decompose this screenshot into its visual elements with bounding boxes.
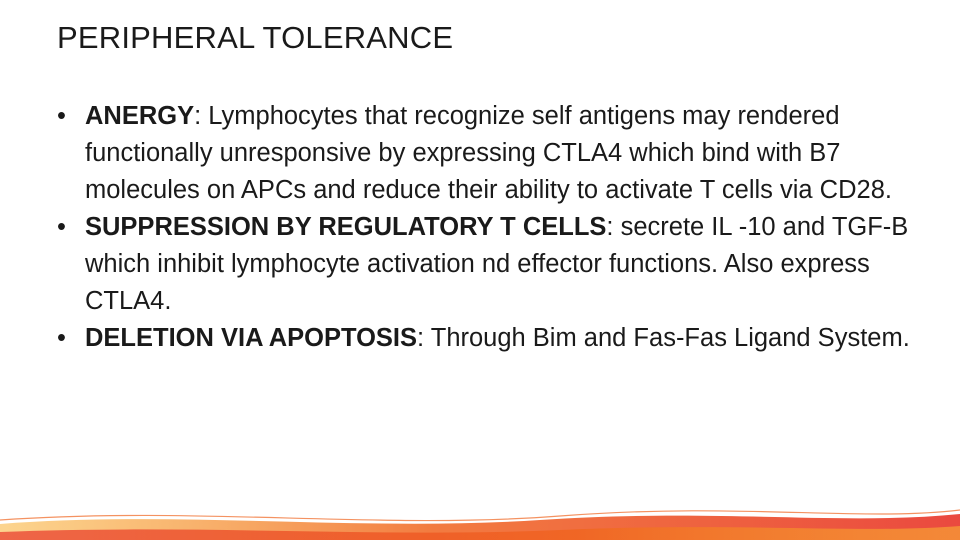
- bullet-marker: •: [57, 213, 66, 241]
- wave-line: [0, 510, 960, 521]
- bullet-item-deletion: [57, 320, 917, 357]
- wave-band: [0, 526, 960, 540]
- bullet-text: : secrete IL -10 and TGF-B which inhibit lymphocyte activation nd effector functions. Also express CTLA4.: [85, 213, 909, 315]
- bullet-text: : Lymphocytes that recognize self antigens may rendered functionally unresponsive by expressing CTLA4 which bind with B7 molecules on APCs and reduce their ability to activate T cells via CD28.: [85, 102, 892, 204]
- wave-band: [0, 514, 960, 540]
- bullet-item-suppression: [57, 209, 917, 320]
- bullet-term: DELETION VIA APOPTOSIS: [85, 324, 418, 352]
- bullet-marker: •: [57, 102, 66, 130]
- bullet-term: ANERGY: [85, 102, 195, 130]
- bullet-list: [57, 98, 917, 357]
- decorative-wave-graphic: [0, 480, 960, 540]
- slide-title: PERIPHERAL TOLERANCE: [57, 20, 454, 55]
- bullet-item-anergy: [57, 98, 917, 209]
- bullet-marker: •: [57, 324, 66, 352]
- bullet-text: : Through Bim and Fas-Fas Ligand System.: [417, 324, 910, 352]
- bullet-term: SUPPRESSION BY REGULATORY T CELLS: [85, 213, 607, 241]
